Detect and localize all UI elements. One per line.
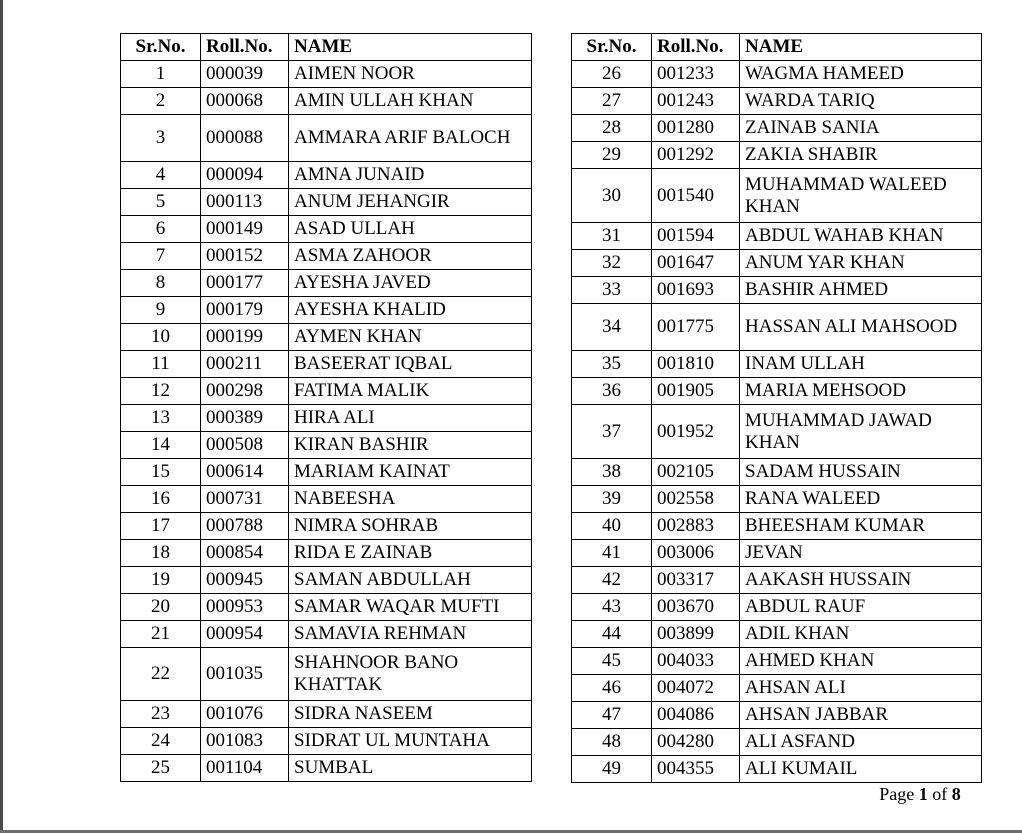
roll-no-cell: 001775: [652, 304, 740, 351]
roll-no-cell: 001905: [652, 378, 740, 405]
name-cell: AHSAN ALI: [740, 675, 982, 702]
roll-no-cell: 000953: [201, 594, 289, 621]
roll-no-cell: 001810: [652, 351, 740, 378]
sr-no-cell: 30: [572, 169, 652, 223]
table-row: [572, 594, 982, 621]
name-cell: SAMAN ABDULLAH: [289, 567, 532, 594]
table-row: [121, 486, 532, 513]
name-cell: RIDA E ZAINAB: [289, 540, 532, 567]
roll-no-cell: 001647: [652, 250, 740, 277]
sr-no-cell: 26: [572, 61, 652, 88]
table-row: [121, 755, 532, 782]
sr-no-cell: 10: [121, 324, 201, 351]
sr-no-cell: 8: [121, 270, 201, 297]
table-row: [572, 115, 982, 142]
sr-no-cell: 21: [121, 621, 201, 648]
name-cell: ABDUL WAHAB KHAN: [740, 223, 982, 250]
table-row: [121, 459, 532, 486]
sr-no-cell: 43: [572, 594, 652, 621]
name-cell: NABEESHA: [289, 486, 532, 513]
name-cell: SADAM HUSSAIN: [740, 459, 982, 486]
table-row: [121, 61, 532, 88]
sr-no-cell: 5: [121, 189, 201, 216]
table-row: [121, 88, 532, 115]
sr-no-cell: 19: [121, 567, 201, 594]
name-cell: AMNA JUNAID: [289, 162, 532, 189]
roll-no-cell: 004033: [652, 648, 740, 675]
sr-no-cell: 48: [572, 729, 652, 756]
table-row: [572, 648, 982, 675]
roll-no-cell: 000788: [201, 513, 289, 540]
table-row: [121, 270, 532, 297]
table-row: [121, 405, 532, 432]
sr-no-cell: 14: [121, 432, 201, 459]
roll-no-cell: 004086: [652, 702, 740, 729]
table-row: [121, 162, 532, 189]
roll-no-cell: 001952: [652, 405, 740, 459]
roll-no-cell: 001076: [201, 701, 289, 728]
sr-no-cell: 44: [572, 621, 652, 648]
table-row: [572, 61, 982, 88]
sr-no-cell: 1: [121, 61, 201, 88]
name-cell: AYESHA JAVED: [289, 270, 532, 297]
roll-no-cell: 001292: [652, 142, 740, 169]
name-cell: MUHAMMAD JAWAD KHAN: [740, 405, 982, 459]
sr-no-cell: 22: [121, 648, 201, 701]
sr-no-cell: 47: [572, 702, 652, 729]
sr-no-cell: 25: [121, 755, 201, 782]
header-sr-no: Sr.No.: [121, 34, 201, 61]
roll-no-cell: 000211: [201, 351, 289, 378]
name-cell: SHAHNOOR BANO KHATTAK: [289, 648, 532, 701]
roll-table-left-body: [121, 61, 532, 782]
roll-no-cell: 002105: [652, 459, 740, 486]
roll-no-cell: 000854: [201, 540, 289, 567]
name-cell: ALI KUMAIL: [740, 756, 982, 783]
sr-no-cell: 6: [121, 216, 201, 243]
table-row: [121, 567, 532, 594]
header-name: NAME: [289, 34, 532, 61]
table-row: [121, 648, 532, 701]
name-cell: WAGMA HAMEED: [740, 61, 982, 88]
name-cell: MARIA MEHSOOD: [740, 378, 982, 405]
page-total: 8: [951, 784, 961, 804]
table-row: [121, 115, 532, 162]
name-cell: AMIN ULLAH KHAN: [289, 88, 532, 115]
table-row: [572, 567, 982, 594]
sr-no-cell: 15: [121, 459, 201, 486]
table-row: [572, 540, 982, 567]
roll-no-cell: 000298: [201, 378, 289, 405]
roll-no-cell: 004280: [652, 729, 740, 756]
roll-no-cell: 000199: [201, 324, 289, 351]
table-row: [572, 250, 982, 277]
name-cell: NIMRA SOHRAB: [289, 513, 532, 540]
table-row: [572, 351, 982, 378]
roll-no-cell: 001693: [652, 277, 740, 304]
sr-no-cell: 17: [121, 513, 201, 540]
roll-no-cell: 001594: [652, 223, 740, 250]
sr-no-cell: 27: [572, 88, 652, 115]
table-row: [572, 513, 982, 540]
table-row: [121, 728, 532, 755]
table-row: [572, 405, 982, 459]
sr-no-cell: 37: [572, 405, 652, 459]
page-current: 1: [918, 784, 928, 804]
table-row: [572, 756, 982, 783]
table-row: [572, 142, 982, 169]
name-cell: SIDRAT UL MUNTAHA: [289, 728, 532, 755]
roll-no-cell: 000179: [201, 297, 289, 324]
sr-no-cell: 45: [572, 648, 652, 675]
name-cell: AAKASH HUSSAIN: [740, 567, 982, 594]
name-cell: KIRAN BASHIR: [289, 432, 532, 459]
sr-no-cell: 40: [572, 513, 652, 540]
roll-no-cell: 000389: [201, 405, 289, 432]
roll-no-cell: 001104: [201, 755, 289, 782]
name-cell: ASAD ULLAH: [289, 216, 532, 243]
roll-no-cell: 000094: [201, 162, 289, 189]
sr-no-cell: 9: [121, 297, 201, 324]
table-header-row: [572, 34, 982, 61]
table-row: [572, 729, 982, 756]
sr-no-cell: 7: [121, 243, 201, 270]
name-cell: ANUM YAR KHAN: [740, 250, 982, 277]
table-row: [121, 243, 532, 270]
name-cell: FATIMA MALIK: [289, 378, 532, 405]
roll-no-cell: 001035: [201, 648, 289, 701]
sr-no-cell: 29: [572, 142, 652, 169]
name-cell: ASMA ZAHOOR: [289, 243, 532, 270]
table-row: [572, 621, 982, 648]
table-header-row: [121, 34, 532, 61]
name-cell: INAM ULLAH: [740, 351, 982, 378]
roll-table-right-body: [572, 61, 982, 783]
roll-no-cell: 000508: [201, 432, 289, 459]
table-row: [121, 701, 532, 728]
roll-no-cell: 001233: [652, 61, 740, 88]
table-row: [572, 304, 982, 351]
name-cell: MARIAM KAINAT: [289, 459, 532, 486]
roll-no-cell: 000068: [201, 88, 289, 115]
name-cell: SAMAVIA REHMAN: [289, 621, 532, 648]
viewer-left-edge: [0, 0, 3, 833]
name-cell: BASEERAT IQBAL: [289, 351, 532, 378]
sr-no-cell: 12: [121, 378, 201, 405]
table-row: [572, 378, 982, 405]
sr-no-cell: 20: [121, 594, 201, 621]
name-cell: SIDRA NASEEM: [289, 701, 532, 728]
roll-no-cell: 003006: [652, 540, 740, 567]
sr-no-cell: 24: [121, 728, 201, 755]
name-cell: ZAINAB SANIA: [740, 115, 982, 142]
roll-no-cell: 000113: [201, 189, 289, 216]
sr-no-cell: 31: [572, 223, 652, 250]
table-row: [121, 432, 532, 459]
roll-no-cell: 004355: [652, 756, 740, 783]
name-cell: ANUM JEHANGIR: [289, 189, 532, 216]
sr-no-cell: 2: [121, 88, 201, 115]
page-of: of: [932, 784, 948, 804]
table-row: [121, 513, 532, 540]
roll-no-cell: 001280: [652, 115, 740, 142]
name-cell: RANA WALEED: [740, 486, 982, 513]
roll-no-cell: 004072: [652, 675, 740, 702]
sr-no-cell: 36: [572, 378, 652, 405]
header-name: NAME: [740, 34, 982, 61]
name-cell: SAMAR WAQAR MUFTI: [289, 594, 532, 621]
table-row: [121, 378, 532, 405]
page-prefix: Page: [879, 784, 915, 804]
sr-no-cell: 3: [121, 115, 201, 162]
roll-no-cell: 000039: [201, 61, 289, 88]
table-row: [572, 459, 982, 486]
page-number: [870, 784, 970, 805]
table-row: [121, 216, 532, 243]
name-cell: SUMBAL: [289, 755, 532, 782]
name-cell: AHSAN JABBAR: [740, 702, 982, 729]
roll-table-left: [120, 33, 532, 782]
sr-no-cell: 39: [572, 486, 652, 513]
name-cell: MUHAMMAD WALEED KHAN: [740, 169, 982, 223]
table-row: [572, 169, 982, 223]
header-sr-no: Sr.No.: [572, 34, 652, 61]
name-cell: ALI ASFAND: [740, 729, 982, 756]
table-row: [572, 223, 982, 250]
sr-no-cell: 18: [121, 540, 201, 567]
roll-no-cell: 000945: [201, 567, 289, 594]
table-row: [121, 297, 532, 324]
roll-no-cell: 000149: [201, 216, 289, 243]
table-row: [121, 351, 532, 378]
table-row: [572, 277, 982, 304]
table-row: [121, 324, 532, 351]
name-cell: BASHIR AHMED: [740, 277, 982, 304]
roll-no-cell: 001243: [652, 88, 740, 115]
table-row: [121, 540, 532, 567]
name-cell: JEVAN: [740, 540, 982, 567]
roll-table-right: [571, 33, 982, 783]
table-row: [572, 486, 982, 513]
name-cell: WARDA TARIQ: [740, 88, 982, 115]
name-cell: HIRA ALI: [289, 405, 532, 432]
roll-no-cell: 000177: [201, 270, 289, 297]
sr-no-cell: 33: [572, 277, 652, 304]
sr-no-cell: 32: [572, 250, 652, 277]
sr-no-cell: 42: [572, 567, 652, 594]
table-row: [572, 675, 982, 702]
sr-no-cell: 28: [572, 115, 652, 142]
sr-no-cell: 34: [572, 304, 652, 351]
sr-no-cell: 23: [121, 701, 201, 728]
roll-no-cell: 002558: [652, 486, 740, 513]
sr-no-cell: 49: [572, 756, 652, 783]
roll-no-cell: 003317: [652, 567, 740, 594]
name-cell: AIMEN NOOR: [289, 61, 532, 88]
table-row: [572, 702, 982, 729]
roll-no-cell: 001083: [201, 728, 289, 755]
roll-no-cell: 000731: [201, 486, 289, 513]
roll-no-cell: 002883: [652, 513, 740, 540]
name-cell: AHMED KHAN: [740, 648, 982, 675]
sr-no-cell: 35: [572, 351, 652, 378]
header-roll-no: Roll.No.: [652, 34, 740, 61]
name-cell: ZAKIA SHABIR: [740, 142, 982, 169]
sr-no-cell: 13: [121, 405, 201, 432]
sr-no-cell: 11: [121, 351, 201, 378]
roll-no-cell: 001540: [652, 169, 740, 223]
name-cell: AYMEN KHAN: [289, 324, 532, 351]
roll-no-cell: 000614: [201, 459, 289, 486]
table-row: [121, 189, 532, 216]
roll-no-cell: 000954: [201, 621, 289, 648]
sr-no-cell: 46: [572, 675, 652, 702]
name-cell: BHEESHAM KUMAR: [740, 513, 982, 540]
roll-no-cell: 000088: [201, 115, 289, 162]
name-cell: HASSAN ALI MAHSOOD: [740, 304, 982, 351]
table-row: [572, 88, 982, 115]
name-cell: ADIL KHAN: [740, 621, 982, 648]
sr-no-cell: 16: [121, 486, 201, 513]
header-roll-no: Roll.No.: [201, 34, 289, 61]
table-row: [121, 594, 532, 621]
sr-no-cell: 38: [572, 459, 652, 486]
roll-no-cell: 000152: [201, 243, 289, 270]
table-row: [121, 621, 532, 648]
name-cell: AYESHA KHALID: [289, 297, 532, 324]
roll-no-cell: 003670: [652, 594, 740, 621]
name-cell: ABDUL RAUF: [740, 594, 982, 621]
sr-no-cell: 41: [572, 540, 652, 567]
sr-no-cell: 4: [121, 162, 201, 189]
roll-no-cell: 003899: [652, 621, 740, 648]
name-cell: AMMARA ARIF BALOCH: [289, 115, 532, 162]
